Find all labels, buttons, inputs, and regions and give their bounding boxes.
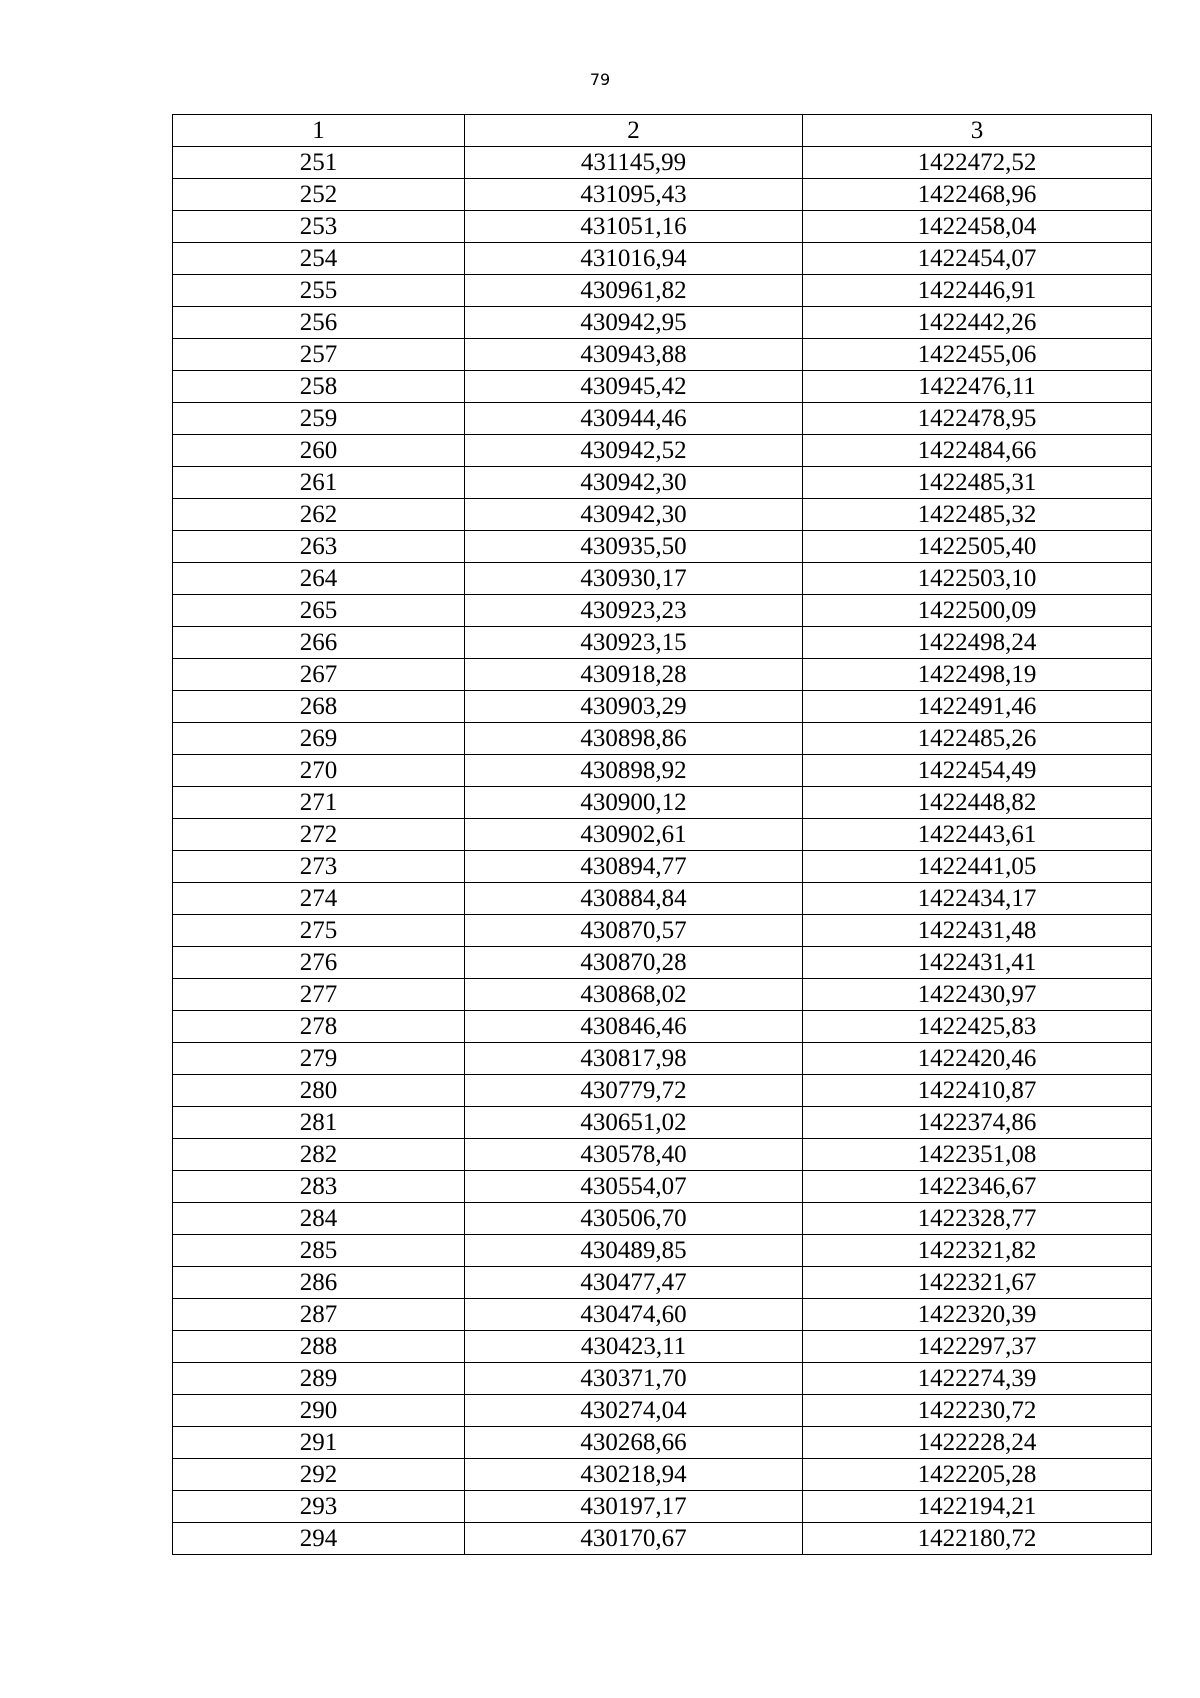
table-row: [173, 883, 1152, 915]
coordinate-y-cell: 1422434,17: [803, 883, 1152, 915]
point-number-cell: 252: [173, 179, 465, 211]
coordinate-x-cell: 430942,95: [465, 307, 803, 339]
point-number-cell: 265: [173, 595, 465, 627]
coordinate-y-cell: 1422454,07: [803, 243, 1152, 275]
table-row: [173, 1171, 1152, 1203]
table-row: [173, 1395, 1152, 1427]
coordinate-y-cell: 1422328,77: [803, 1203, 1152, 1235]
coordinate-x-cell: 430942,30: [465, 499, 803, 531]
table-row: [173, 499, 1152, 531]
table-header-row: [173, 115, 1152, 147]
table-row: [173, 979, 1152, 1011]
point-number-cell: 277: [173, 979, 465, 1011]
table-row: [173, 915, 1152, 947]
table-row: [173, 243, 1152, 275]
coordinate-y-cell: 1422431,41: [803, 947, 1152, 979]
coordinate-x-cell: 430868,02: [465, 979, 803, 1011]
coordinate-x-cell: 430274,04: [465, 1395, 803, 1427]
coordinate-y-cell: 1422443,61: [803, 819, 1152, 851]
coordinate-y-cell: 1422454,49: [803, 755, 1152, 787]
coordinate-x-cell: 430218,94: [465, 1459, 803, 1491]
table-row: [173, 1107, 1152, 1139]
point-number-cell: 266: [173, 627, 465, 659]
point-number-cell: 290: [173, 1395, 465, 1427]
point-number-cell: 270: [173, 755, 465, 787]
point-number-cell: 264: [173, 563, 465, 595]
table-row: [173, 1523, 1152, 1555]
coordinate-x-cell: 430578,40: [465, 1139, 803, 1171]
coordinate-y-cell: 1422505,40: [803, 531, 1152, 563]
coordinate-x-cell: 430477,47: [465, 1267, 803, 1299]
table-row: [173, 1075, 1152, 1107]
point-number-cell: 267: [173, 659, 465, 691]
coordinate-y-cell: 1422442,26: [803, 307, 1152, 339]
point-number-cell: 288: [173, 1331, 465, 1363]
column-header-3: 3: [803, 115, 1152, 147]
coordinate-x-cell: 430846,46: [465, 1011, 803, 1043]
coordinate-x-cell: 430371,70: [465, 1363, 803, 1395]
coordinate-y-cell: 1422228,24: [803, 1427, 1152, 1459]
table-row: [173, 755, 1152, 787]
table-row: [173, 435, 1152, 467]
point-number-cell: 294: [173, 1523, 465, 1555]
coordinate-y-cell: 1422410,87: [803, 1075, 1152, 1107]
coordinate-x-cell: 430935,50: [465, 531, 803, 563]
table-row: [173, 275, 1152, 307]
coordinate-y-cell: 1422194,21: [803, 1491, 1152, 1523]
table-row: [173, 691, 1152, 723]
table-row: [173, 531, 1152, 563]
coordinate-x-cell: 430898,86: [465, 723, 803, 755]
table-row: [173, 947, 1152, 979]
coordinate-x-cell: 430945,42: [465, 371, 803, 403]
point-number-cell: 272: [173, 819, 465, 851]
coordinate-x-cell: 430923,23: [465, 595, 803, 627]
table-row: [173, 307, 1152, 339]
point-number-cell: 284: [173, 1203, 465, 1235]
point-number-cell: 262: [173, 499, 465, 531]
coordinate-y-cell: 1422491,46: [803, 691, 1152, 723]
point-number-cell: 255: [173, 275, 465, 307]
coordinate-y-cell: 1422484,66: [803, 435, 1152, 467]
coordinate-y-cell: 1422351,08: [803, 1139, 1152, 1171]
point-number-cell: 263: [173, 531, 465, 563]
table-row: [173, 371, 1152, 403]
coordinate-y-cell: 1422472,52: [803, 147, 1152, 179]
coordinate-x-cell: 430961,82: [465, 275, 803, 307]
coordinate-y-cell: 1422374,86: [803, 1107, 1152, 1139]
point-number-cell: 261: [173, 467, 465, 499]
coordinate-x-cell: 430423,11: [465, 1331, 803, 1363]
table-row: [173, 1363, 1152, 1395]
table-row: [173, 1459, 1152, 1491]
table-row: [173, 179, 1152, 211]
coordinate-y-cell: 1422485,32: [803, 499, 1152, 531]
coordinate-y-cell: 1422205,28: [803, 1459, 1152, 1491]
point-number-cell: 286: [173, 1267, 465, 1299]
coordinate-x-cell: 430268,66: [465, 1427, 803, 1459]
coordinate-x-cell: 430170,67: [465, 1523, 803, 1555]
table-row: [173, 563, 1152, 595]
coordinate-x-cell: 430902,61: [465, 819, 803, 851]
coordinate-x-cell: 430506,70: [465, 1203, 803, 1235]
table-row: [173, 1331, 1152, 1363]
coordinate-y-cell: 1422321,67: [803, 1267, 1152, 1299]
coordinate-x-cell: 431145,99: [465, 147, 803, 179]
coordinate-y-cell: 1422297,37: [803, 1331, 1152, 1363]
point-number-cell: 293: [173, 1491, 465, 1523]
table-row: [173, 723, 1152, 755]
coordinate-x-cell: 431095,43: [465, 179, 803, 211]
table-row: [173, 819, 1152, 851]
coordinate-y-cell: 1422430,97: [803, 979, 1152, 1011]
table-row: [173, 1203, 1152, 1235]
coordinate-x-cell: 430942,30: [465, 467, 803, 499]
coordinate-y-cell: 1422446,91: [803, 275, 1152, 307]
table-row: [173, 147, 1152, 179]
table-row: [173, 339, 1152, 371]
coordinate-x-cell: 430884,84: [465, 883, 803, 915]
coordinate-y-cell: 1422420,46: [803, 1043, 1152, 1075]
point-number-cell: 275: [173, 915, 465, 947]
point-number-cell: 289: [173, 1363, 465, 1395]
table-row: [173, 211, 1152, 243]
coordinate-x-cell: 430898,92: [465, 755, 803, 787]
coordinate-y-cell: 1422448,82: [803, 787, 1152, 819]
coordinate-y-cell: 1422230,72: [803, 1395, 1152, 1427]
coordinate-x-cell: 430900,12: [465, 787, 803, 819]
coordinate-x-cell: 430870,28: [465, 947, 803, 979]
table-row: [173, 627, 1152, 659]
column-header-1: 1: [173, 115, 465, 147]
coordinate-x-cell: 430918,28: [465, 659, 803, 691]
point-number-cell: 254: [173, 243, 465, 275]
coordinate-y-cell: 1422455,06: [803, 339, 1152, 371]
table-row: [173, 1235, 1152, 1267]
table-row: [173, 851, 1152, 883]
table-row: [173, 1299, 1152, 1331]
coordinate-x-cell: 430651,02: [465, 1107, 803, 1139]
table-row: [173, 467, 1152, 499]
point-number-cell: 256: [173, 307, 465, 339]
page-number: 79: [589, 70, 611, 89]
coordinate-y-cell: 1422346,67: [803, 1171, 1152, 1203]
table-row: [173, 1043, 1152, 1075]
coordinate-x-cell: 430197,17: [465, 1491, 803, 1523]
coordinate-y-cell: 1422498,19: [803, 659, 1152, 691]
table-row: [173, 787, 1152, 819]
coordinate-x-cell: 430489,85: [465, 1235, 803, 1267]
coordinate-y-cell: 1422503,10: [803, 563, 1152, 595]
coordinate-y-cell: 1422180,72: [803, 1523, 1152, 1555]
point-number-cell: 287: [173, 1299, 465, 1331]
point-number-cell: 283: [173, 1171, 465, 1203]
coordinate-x-cell: 430942,52: [465, 435, 803, 467]
point-number-cell: 274: [173, 883, 465, 915]
point-number-cell: 292: [173, 1459, 465, 1491]
table-row: [173, 1011, 1152, 1043]
point-number-cell: 269: [173, 723, 465, 755]
coordinate-y-cell: 1422274,39: [803, 1363, 1152, 1395]
point-number-cell: 271: [173, 787, 465, 819]
point-number-cell: 285: [173, 1235, 465, 1267]
table-row: [173, 1267, 1152, 1299]
coordinates-table: [172, 114, 1152, 1555]
point-number-cell: 260: [173, 435, 465, 467]
coordinate-y-cell: 1422320,39: [803, 1299, 1152, 1331]
point-number-cell: 268: [173, 691, 465, 723]
coordinate-x-cell: 430903,29: [465, 691, 803, 723]
coordinate-x-cell: 430554,07: [465, 1171, 803, 1203]
coordinate-x-cell: 430817,98: [465, 1043, 803, 1075]
point-number-cell: 251: [173, 147, 465, 179]
coordinate-x-cell: 430923,15: [465, 627, 803, 659]
coordinate-x-cell: 430944,46: [465, 403, 803, 435]
table-body: [173, 147, 1152, 1555]
coordinate-y-cell: 1422476,11: [803, 371, 1152, 403]
point-number-cell: 259: [173, 403, 465, 435]
point-number-cell: 280: [173, 1075, 465, 1107]
table-row: [173, 659, 1152, 691]
point-number-cell: 258: [173, 371, 465, 403]
coordinate-y-cell: 1422468,96: [803, 179, 1152, 211]
coordinate-x-cell: 430474,60: [465, 1299, 803, 1331]
coordinate-y-cell: 1422485,31: [803, 467, 1152, 499]
coordinate-y-cell: 1422458,04: [803, 211, 1152, 243]
coordinate-y-cell: 1422425,83: [803, 1011, 1152, 1043]
coordinate-x-cell: 430870,57: [465, 915, 803, 947]
table-row: [173, 1139, 1152, 1171]
point-number-cell: 279: [173, 1043, 465, 1075]
coordinate-y-cell: 1422478,95: [803, 403, 1152, 435]
column-header-2: 2: [465, 115, 803, 147]
table-row: [173, 403, 1152, 435]
coordinate-x-cell: 430779,72: [465, 1075, 803, 1107]
coordinate-x-cell: 430943,88: [465, 339, 803, 371]
point-number-cell: 278: [173, 1011, 465, 1043]
coordinate-x-cell: 431051,16: [465, 211, 803, 243]
coordinate-y-cell: 1422485,26: [803, 723, 1152, 755]
table-row: [173, 595, 1152, 627]
coordinate-x-cell: 430894,77: [465, 851, 803, 883]
coordinate-y-cell: 1422498,24: [803, 627, 1152, 659]
table-row: [173, 1427, 1152, 1459]
point-number-cell: 257: [173, 339, 465, 371]
table-row: [173, 1491, 1152, 1523]
point-number-cell: 291: [173, 1427, 465, 1459]
point-number-cell: 282: [173, 1139, 465, 1171]
coordinate-x-cell: 430930,17: [465, 563, 803, 595]
coordinate-y-cell: 1422431,48: [803, 915, 1152, 947]
coordinate-y-cell: 1422321,82: [803, 1235, 1152, 1267]
point-number-cell: 276: [173, 947, 465, 979]
point-number-cell: 253: [173, 211, 465, 243]
point-number-cell: 273: [173, 851, 465, 883]
coordinate-y-cell: 1422441,05: [803, 851, 1152, 883]
coordinate-x-cell: 431016,94: [465, 243, 803, 275]
coordinate-y-cell: 1422500,09: [803, 595, 1152, 627]
point-number-cell: 281: [173, 1107, 465, 1139]
